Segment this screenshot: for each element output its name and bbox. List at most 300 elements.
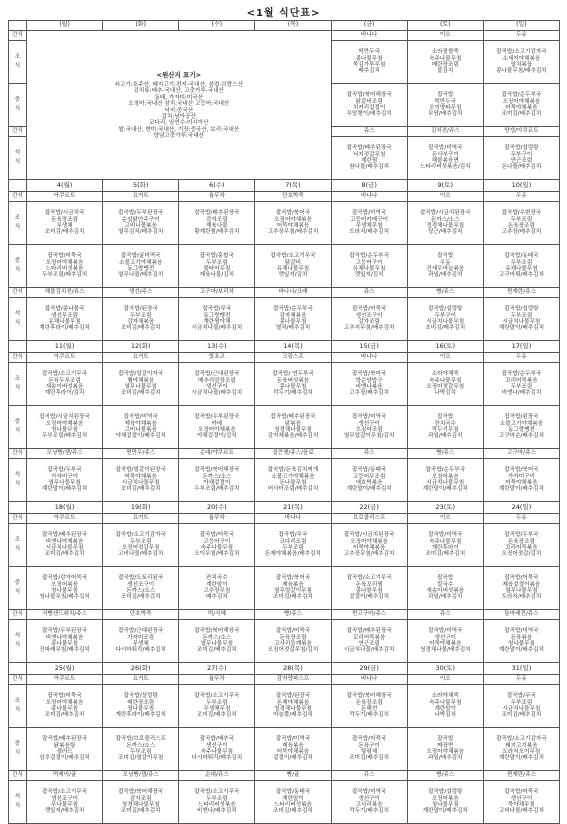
menu-item: 샐러드 [56,749,73,755]
snack-cell: 빵/쥬스 [407,449,483,459]
menu-cell [483,728,559,771]
snack-cell: 바나나 [331,31,407,41]
week1-dinner-row [9,298,560,341]
menu-item: 잡곡밥/미역국 [428,532,463,539]
menu-item: 잡곡밥/ 연두부국 [272,371,314,378]
menu-cell [483,524,559,567]
day-header-3: (목) [255,21,331,31]
date-cell: 14(목) [255,341,331,353]
menu-cell [255,567,331,610]
menu-item: 어묵야채볶음 [505,480,538,486]
menu-item: 잡곡밥/우부된장국 [194,414,240,421]
date-corner [9,502,27,514]
menu-item: 순살닭안주구이 [121,216,160,223]
menu-item: 잡곡밥/배추된장국 [270,414,316,421]
menu-item: 시금치나물무침 [502,706,541,712]
snack-cell: 아쿠르트 [27,353,103,363]
menu-cell [483,685,559,728]
menu-item: 잡곡밥/얼갈이자국 [118,371,164,378]
menu-item: 깍두기/배추김치 [349,712,389,719]
menu-item: 두부조림 [129,312,152,319]
menu-item: 잡곡밥/콩나물국 [44,306,85,313]
snack-cell: 요거트 [103,353,179,363]
menu-item: 물김치 [437,68,454,75]
row-label-char: 식 [14,267,21,273]
menu-cell [179,524,255,567]
menu-item: 계란말이 [434,706,457,712]
menu-item: 잡곡밥/미역국 [123,414,158,421]
menu-item: 돈까스/소스 [126,742,156,749]
snack-cell: 바나나 [331,353,407,363]
menu-item: 조미김/배추김치 [273,808,313,815]
menu-item: 조미김/배추김치 [196,647,237,654]
date-cell: 7(목) [255,180,331,192]
menu-item: 우동 [439,259,451,266]
menu-item: 두부조림 [510,216,533,223]
menu-item: 열무나물/배추김치 [118,272,164,279]
menu-item: 잡곡밥/소고기감자국 [115,532,166,539]
header-corner [9,21,27,31]
menu-item: 아채겉절이 [203,480,231,486]
menu-item: 콩나물무침 [51,706,79,712]
menu-cell [255,685,331,728]
snack-cell: 빵/쥬스 [407,771,483,781]
menu-item: 감자채볶음 [127,319,155,325]
date-cell: 24(일) [483,502,559,514]
menu-item: 꼬리어묵볶음 [505,545,538,551]
snack-cell: 빵/귤 [255,771,331,781]
row-label-dinner [9,781,27,824]
menu-item: 청나물무침 [431,802,459,808]
menu-item: 연근조림 [358,641,380,647]
menu-cell [255,363,331,406]
menu-item: 깻잎지/배추김치 [44,808,85,815]
menu-cell [27,524,103,567]
date-cell: 8(금) [331,180,407,192]
menu-item: 햄야채볶음 [127,377,155,384]
menu-cell [103,298,179,341]
menu-item: 닉지젓갈무침 [352,151,386,158]
menu-cell [103,459,179,502]
snack-cell: 찐고구마/쥬스 [331,610,407,620]
menu-cell [103,524,179,567]
menu-item: 계란말이/배추김치 [422,486,468,493]
menu-item: 잡곡밥/북어국 [275,575,311,582]
menu-item: 열치볶음 [510,62,533,68]
menu-item: 느타리버섯볶음 [274,802,312,808]
menu-item: 잡곡밥/시금치된장국 [343,532,395,539]
menu-item: 잡곡밥/어묵국 [47,693,82,700]
menu-cell [407,685,483,728]
menu-cell [103,567,179,610]
menu-cell [179,245,255,288]
menu-item: 돈까스/소스 [202,473,232,480]
menu-item: 잡곡밥/동태국 [275,789,311,796]
menu-item: 잡곡밥/소고기무국 [194,789,240,796]
menu-item: 잡곡밥/소고기무국 [270,253,316,260]
date-cell: 11(월) [27,341,103,353]
menu-cell [179,363,255,406]
menu-item: 시금치나물/배추김치 [191,390,243,397]
menu-item: 고등어무조림 [352,473,386,480]
row-label-char: 식 [14,803,21,809]
menu-cell [407,137,483,180]
menu-item: 잡곡밥/동태국 [351,467,387,474]
menu-item: 청경채나물무침 [274,706,312,712]
date-cell: 20(수) [179,502,255,514]
menu-item: 비엔나/배추김치 [196,808,237,815]
snack-cell: 바나나/크래 [255,288,331,298]
menu-item: 잡곡밥/배추국 [199,736,234,743]
menu-item: 잡곡밥/된장국 [504,414,539,421]
menu-item: 계란말이 [282,795,304,802]
menu-item: 연근조림 [510,158,533,164]
menu-cell [27,567,103,610]
snack-cell: 식빵샌드위치/쥬스 [27,610,103,620]
menu-item: 오징어젓갈무침/김치 [267,647,319,654]
menu-item: 시금치나물무침 [45,545,84,551]
menu-item: 잡곡밥/소고기감자국 [496,49,547,56]
menu-cell [27,685,103,728]
menu-cell [331,567,407,610]
menu-item: 열무김치/배추김치 [118,229,164,236]
menu-item: 돈해전 [361,706,378,712]
row-label-char: 중 [14,419,21,425]
menu-item: 돈육버섯볶음 [276,377,310,384]
menu-item: 돈육두부조림 [48,377,81,384]
row-label-char: 식 [14,750,21,756]
week2-snack2-row [9,449,560,459]
date-cell: 18(월) [27,502,103,514]
menu-item: 조미김/배추김치 [425,325,466,332]
menu-item: 유채나물무침 [505,266,538,272]
date-cell: 27(수) [179,663,255,675]
menu-item: 잡곡밥/브로콜리스프 [115,736,166,743]
menu-item: 제육나물 [206,223,228,229]
menu-cell [255,406,331,449]
date-cell: 10(일) [483,180,559,192]
menu-item: 생선구이 [206,742,228,749]
menu-item: 잡곡밥/굴미역국 [120,253,161,260]
menu-item: 잡곡밥 [437,253,454,260]
week4-dates-row [9,663,560,675]
snack-cell: 두유 [483,675,559,685]
menu-item: 돈사부구이 [431,151,459,158]
menu-cell [483,781,559,824]
origin-notice-line: 오징어:국내산 삼치:국내산 고등어:국내산 [128,101,230,108]
menu-item: 청나물무침 [127,706,155,712]
row-label-lunch [9,84,27,127]
menu-item: 두부조림/배추김치 [42,433,88,440]
menu-item: 도라지오이무침 [502,749,541,755]
menu-item: 잡곡밥/북어해장국 [194,467,240,474]
menu-item: 닭볶음 [284,420,302,427]
week4-dinner-row [9,781,560,824]
menu-cell [407,406,483,449]
snack-cell: 모닝빵/잼/쥬스 [103,771,179,781]
menu-item: 참나물/배추김치 [349,164,389,171]
menu-item: 느타리버섯볶음 [45,266,84,272]
menu-item: 무말랭이/배추김치 [346,111,392,118]
week4-breakfast-row [9,685,560,728]
menu-item: 감자채볶음/배추김치 [267,433,319,440]
date-corner [9,180,27,192]
row-label-snack: 간식 [9,127,27,137]
menu-item: 소라야채죽 [431,693,459,700]
menu-item: 무생채 [132,641,149,647]
menu-item: 두부조림 [206,259,228,266]
date-cell: 12(화) [103,341,179,353]
snack-cell: 두유 [483,31,559,41]
menu-item: 제육볶음 [282,742,304,749]
week2-snack-row [9,353,560,363]
menu-item: 계란찜 [361,158,378,164]
week4-snack-row [9,675,560,685]
snack-cell: 감자양파스프 [255,675,331,685]
snack-cell: 이오 [407,31,483,41]
row-label-lunch [9,567,27,610]
snack-cell: 해물김치전/쥬스 [27,288,103,298]
week2-dinner-row [9,459,560,502]
menu-item: 무나물무침 [51,802,79,808]
snack-cell: 이오 [407,675,483,685]
menu-item: 두부조림 [129,749,152,755]
menu-item: 두부구이 [434,312,457,319]
row-label-char: 중 [14,580,21,586]
origin-notice [27,31,332,180]
menu-item: 잡곡밥/어묵국 [351,306,387,313]
menu-item: 고사리들깨볶음 [274,641,312,647]
menu-cell [179,728,255,771]
menu-cell [331,298,407,341]
menu-item: 조미김/배추김치 [120,486,161,493]
menu-cell [27,406,103,449]
snack-cell: 빵/쥬스 [255,610,331,620]
menu-cell [179,567,255,610]
menu-cell [483,620,559,663]
menu-cell [331,363,407,406]
menu-item: 오이무침/배추김치 [194,551,240,558]
menu-item: 소세지야채볶음 [502,55,541,62]
menu-item: 꼬리어묵볶음 [352,634,386,641]
menu-cell [103,202,179,245]
menu-cell [407,298,483,341]
row-label-char: 조 [14,537,21,543]
menu-item: 잡곡밥/동태국 [504,253,539,260]
menu-item: 제육야채볶음 [124,420,157,427]
snack-cell: 율무차 [179,675,255,685]
menu-item: 황계란찜/배추김치 [194,229,240,236]
menu-cell [255,781,331,824]
menu-item: 오징어젓갈무침 [426,384,465,390]
menu-cell [407,459,483,502]
menu-item: 고추장무침 [203,588,231,594]
menu-item: 조미김/배추김치 [196,712,237,719]
menu-item: 잡곡밥/시금치국 [44,210,85,217]
menu-item: 잡곡밥/어묵국 [504,575,539,582]
row-label-dinner [9,137,27,180]
menu-item: 두부조림 [206,699,228,706]
menu-item: 콩나물무침 [279,384,307,390]
menu-item: 꼬리어묵볶음 [505,377,538,384]
snack-cell: 찐만두/쥬스 [103,449,179,459]
row-label-lunch [9,728,27,771]
menu-cell [179,202,255,245]
menu-item: 겉절이/배추김치 [349,594,389,601]
menu-item: 카레 [211,420,223,427]
date-cell: 17(일) [483,341,559,353]
menu-item: 오징어야채볶음 [502,98,541,105]
row-label-char: 조 [14,215,21,221]
menu-item: 고구마튀/배추김치 [498,272,544,279]
menu-cell [483,202,559,245]
menu-item: 감자조림 [129,795,152,802]
menu-item: 잡곡밥/설렁탕 [504,306,539,313]
week4-lunch-row [9,728,560,771]
week3-breakfast-row [9,524,560,567]
week3-lunch-row [9,567,560,610]
menu-item: 무생채 [56,223,73,229]
menu-item: 잡곡밥/북어해장국 [194,628,240,635]
menu-item: 잡곡밥/설렁탕 [428,306,463,313]
menu-cell [407,567,483,610]
menu-cell [407,728,483,771]
menu-item: 소라야채죽 [431,371,459,378]
menu-item: 당근/배추김치 [428,229,463,236]
menu-item: 메란장조림 [431,62,459,68]
menu-item: 잡곡밥 [437,575,454,582]
menu-item: 동그랑땡전 [507,427,535,433]
row-label-char: 석 [14,150,21,156]
menu-item: 잡곡밥/두부된장국 [42,628,88,635]
snack-cell: 찐계란/쥬스 [483,771,559,781]
menu-item: 숙주나물무침 [429,377,462,384]
menu-item: 겉절이/배추김치 [273,755,313,762]
menu-item: 청경채나물/배추김치 [420,647,471,654]
menu-item: 잡곡밥/홍합국 [199,253,234,260]
menu-item: 과일/배추김치 [428,433,463,440]
menu-cell [179,685,255,728]
menu-cell [331,524,407,567]
day-header-4: (금) [331,21,407,31]
menu-item: 잡곡밥/근대된장국 [194,371,240,378]
snack-cell: 브로콜리스프 [331,514,407,524]
menu-item: 잡곡밥/배추된장국 [346,145,392,152]
menu-item: 콩나물무침/배추김치 [496,68,547,75]
menu-item: 야채겉절이/배추김치 [115,433,166,440]
menu-item: 고사리볶음 [355,802,383,808]
row-label-char: 식 [14,642,21,648]
menu-item: 청경채나물무침 [274,427,312,433]
menu-cell [103,728,179,771]
week1-snack2-row [9,288,560,298]
menu-item: 무생채무침 [355,223,383,229]
menu-item: 돼지고기볶음 [505,742,538,749]
menu-item: 시금치나물/배추김치 [343,647,395,654]
menu-item: 잡곡밥/소고기무국 [42,371,88,378]
snack-cell: 율무차 [179,514,255,524]
menu-item: 도라지/배추김치 [349,229,389,236]
menu-item: 잡곡밥/우변장국 [501,210,542,217]
menu-item: 잡곡밥/배추된장국 [42,736,88,743]
row-label-breakfast [9,685,27,728]
menu-item: 불타어무침 [203,266,231,272]
menu-cell [103,781,179,824]
row-label-char: 식 [14,63,21,69]
menu-cell [27,298,103,341]
date-corner [9,341,27,353]
menu-item: 생선무조림 [51,312,79,319]
menu-item: 잡곡밥/무국 [278,532,308,539]
menu-item: 생선구이 [358,795,380,802]
menu-item: 나박김치 [434,390,457,397]
menu-item: 계란후라이/김치 [44,390,85,397]
snack-cell: 쥬스 [331,288,407,298]
row-label-snack: 간식 [9,31,27,41]
menu-item: 잡곡밥/어묵국 [351,736,387,743]
row-label-snack: 간식 [9,288,27,298]
menu-item: 칼국수 [437,581,454,588]
menu-cell [483,41,559,84]
menu-cell [27,620,103,663]
row-label-char: 식 [14,707,21,713]
menu-item: 잡곡밥/도토리된국 [118,575,164,582]
menu-item: 콩나물무침 [355,588,383,594]
date-cell: 22(금) [331,502,407,514]
origin-notice-line: 쌀:국내산, 현미:국내산, 기장:중국산, 보리:국내산 [118,126,240,133]
menu-item: 잡곡밥/얼갈이된장국 [115,467,166,474]
menu-item: 돈육장조림 [507,538,535,545]
menu-item: 비엔나야채볶음 [45,538,84,545]
menu-item: 잡곡밥/순두부국 [501,92,542,99]
menu-cell [27,459,103,502]
menu-item: 두부조림 [510,259,533,266]
menu-item: 고추장무침/배추김치 [267,229,319,236]
snack-cell: 두유 [483,192,559,202]
menu-item: 가자미조림 [127,634,155,641]
menu-item: 오징어야채볶음 [350,538,389,545]
menu-item: 무당/배추김치 [428,111,463,118]
origin-notice-line: 갈치:남아공산 [161,113,196,120]
date-corner [9,663,27,675]
snack-cell: 아쿠르트 [27,192,103,202]
date-cell: 25(월) [27,663,103,675]
menu-item: 떡만두국 [434,98,457,105]
menu-item: 잡곡밥/설렁탕 [428,789,463,796]
menu-item: 소불고기야채볶음 [119,259,163,266]
menu-item: 돈육볶음 [510,634,533,641]
menu-item: 숙주나물무침 [429,699,462,706]
date-cell: 6(수) [179,180,255,192]
menu-item: 과일/배추김치 [428,755,463,762]
day-header-row [9,21,560,31]
menu-item: 과일/배추김치 [428,272,463,279]
menu-item: 건파래무침/배추김치 [39,647,90,654]
snack-cell: 단호박죽 [255,192,331,202]
menu-item: 잡곡밥/두부국 [47,467,82,474]
menu-item: 계란말이/배추김치 [422,808,468,815]
menu-item: 시금치나물/배추김치 [191,325,243,332]
row-label-snack: 간식 [9,514,27,524]
menu-item: 동그랑땡전 [203,312,231,319]
menu-item: 소불고기야채볶음 [271,473,315,480]
menu-cell [407,620,483,663]
menu-item: 잡곡밥/배추된장국 [194,210,240,217]
menu-item: 나박김치 [434,712,457,719]
menu-item: 오징어조림 [355,427,383,433]
menu-cell [179,406,255,449]
menu-item: 감자채볶음 [279,312,307,319]
